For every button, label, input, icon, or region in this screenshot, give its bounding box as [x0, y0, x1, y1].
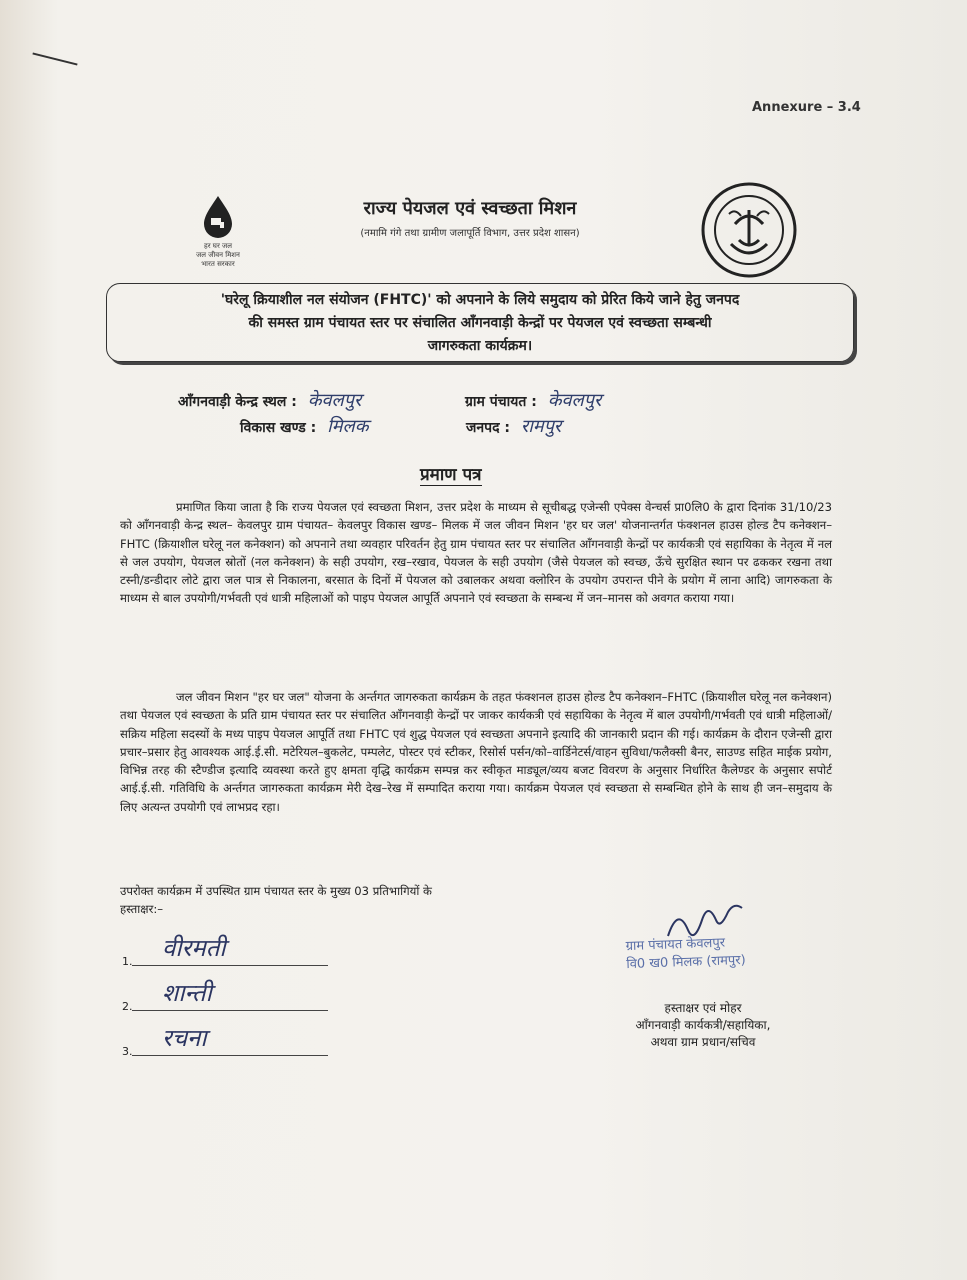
- signature-name: रचना: [162, 1024, 207, 1052]
- block-value: मिलक: [327, 416, 369, 437]
- anganwadi-field: [178, 388, 361, 412]
- logo-caption-2: जल जीवन मिशन: [196, 251, 240, 259]
- participants-label-line-2: हस्ताक्षर:–: [120, 902, 164, 917]
- sign-caption-line-1: हस्ताक्षर एवं मोहर: [664, 1001, 742, 1015]
- annexure-label: Annexure – 3.4: [752, 100, 861, 115]
- certificate-paragraph-2: जल जीवन मिशन "हर घर जल" योजना के अर्न्तगत जागरुकता कार्यक्रम के तहत फंक्शनल हाउस होल्ड टैप कनेक्शन–FHTC (क्रियाशील घरेलू नल कनेक्शन) तथा पेयजल एवं स्वच्छता के प्रति ग्राम पंचायत स्तर पर संचालित आँगनवाड़ी केन्द्रों पर जाकर कार्यकत्री एवं सहायिका के नेतृत्व में बाल उपयोगी/गर्भवती एवं धात्री महिलाओं/सक्रिय महिला सदस्यों के मध्य पाइप पेयजल आपूर्ति तथा FHTC एवं शुद्ध पेयजल एवं स्वच्छता अपनाने इत्यादि की जानकारी प्रदान की गई। कार्यक्रम के दौरान एजेन्सी द्वारा प्रचार–प्रसार हेतु आवश्यक आई.ई.सी. मटेरियल–बुकलेट, पम्पलेट, पोस्टर एवं स्टीकर, रिसोर्स पर्सन/को–वार्डिनेटर्स/वाहन सुविधा/फलैक्सी बैनर, साउण्ड सहित माईक प्रयोग, विभिन्न तरह की स्टैण्डीज इत्यादि व्यवस्था करते हुए क्षमता वृद्धि कार्यक्रम सम्पन्न कर स्वीकृत माड्यूल/व्यय बजट विवरण के अनुसार निर्धारित कैलेण्डर के अनुसार सपोर्ट आई.ई.सी. गतिविधि के अर्न्तगत जागरुकता कार्यक्रम मेरी देख–रेख में सम्पादित कराया गया। कार्यक्रम पेयजल एवं स्वच्छता से सम्बन्धित होने के साथ ही जन–समुदाय के लिए अत्यन्त उपयोगी एवं लाभप्रद रहा।: [120, 690, 833, 814]
- signature-number: 2.: [122, 1000, 133, 1013]
- stamp-line-1: ग्राम पंचायत केवलपुर: [625, 935, 726, 955]
- mission-title: राज्य पेयजल एवं स्वच्छता मिशन: [363, 198, 577, 219]
- water-drop-icon: [200, 194, 236, 238]
- sign-caption-line-2: आँगनवाड़ी कार्यकत्री/सहायिका,: [635, 1018, 771, 1032]
- certificate-title: प्रमाण पत्र: [420, 462, 482, 486]
- jal-jeevan-mission-logo: [188, 194, 248, 270]
- program-title-line-2: की समस्त ग्राम पंचायत स्तर पर संचालित आँगनवाड़ी केन्द्रों पर पेयजल एवं स्वच्छता सम्बन्धी: [248, 315, 712, 331]
- program-title-line-3: जागरुकता कार्यक्रम।: [427, 338, 533, 354]
- stamp-line-2: वि0 ख0 मिलक (रामपुर): [626, 952, 746, 973]
- participants-label-line-1: उपरोक्त कार्यक्रम में उपस्थित ग्राम पंचायत स्तर के मुख्य 03 प्रतिभागियों के: [120, 884, 432, 898]
- signature-name: शान्ती: [162, 979, 212, 1007]
- anganwadi-label: आँगनवाड़ी केन्द्र स्थल :: [178, 394, 297, 410]
- program-title-line-1: 'घरेलू क्रियाशील नल संयोजन (FHTC)' को अपनाने के लिये समुदाय को प्रेरित किये जाने हेतु जनपद: [220, 292, 740, 308]
- gram-panchayat-value: केवलपुर: [547, 390, 602, 411]
- gram-panchayat-label: ग्राम पंचायत :: [465, 394, 537, 410]
- signature-number: 1.: [122, 955, 133, 968]
- district-value: रामपुर: [520, 416, 562, 437]
- signature-name: वीरमती: [162, 934, 226, 962]
- district-field: [466, 414, 561, 438]
- district-label: जनपद :: [466, 420, 511, 436]
- signature-number: 3.: [122, 1045, 133, 1058]
- block-label: विकास खण्ड :: [240, 420, 317, 436]
- signature-line: [132, 1055, 328, 1056]
- up-government-emblem: [699, 180, 799, 280]
- sign-caption: [598, 1000, 808, 1051]
- sign-caption-line-3: अथवा ग्राम प्रधान/सचिव: [650, 1035, 756, 1049]
- certificate-paragraph-1: प्रमाणित किया जाता है कि राज्य पेयजल एवं स्वच्छता मिशन, उत्तर प्रदेश के माध्यम से सूचीबद्ध एजेन्सी एपेक्स वेन्चर्स प्रा0लि0 के द्वारा दिनांक 31/10/23 को आँगनवाड़ी केन्द्र स्थल– केवलपुर ग्राम पंचायत– केवलपुर विकास खण्ड– मिलक में जल जीवन मिशन 'हर घर जल' योजनान्तर्गत फंक्शनल हाउस होल्ड टैप कनेक्शन–FHTC (क्रियाशील घरेलू नल कनेक्शन) को अपनाने तथा व्यवहार परिवर्तन हेतु ग्राम पंचायत स्तर पर संचालित आँगनवाड़ी केन्द्रों पर कार्यकत्री एवं सहायिका के नेतृत्व में नल से जल उपयोग, पेयजल स्रोतों (नल कनेक्शन) के सही उपयोग, रख–रखाव, पेयजल के सही उपयोग (जैसे पेयजल को स्वच्छ, ऊँचे सुरक्षित स्थान पर ढककर रखना तथा टस्नी/डन्डीदार लोटे द्वारा जल पात्र से निकालना, बरसात के दिनों में पेयजल को उबालकर अथवा क्लोरिन के उपयोग उपरान्त पीने के प्रयोग में लाना आदि) जागरुकता के माध्यम से बाल उपयोगी/गर्भवती एवं धात्री महिलाओं को पाइप पेयजल आपूर्ति अपनाने एवं स्वच्छता के सम्बन्ध में जन–मानस को अवगत कराया गया।: [120, 500, 832, 606]
- official-stamp: [625, 934, 746, 974]
- participants-label: [120, 882, 540, 919]
- emblem-icon: [699, 180, 799, 280]
- signature-line: [132, 965, 328, 966]
- signature-line: [132, 1010, 328, 1011]
- logo-caption-1: हर घर जल: [204, 242, 232, 250]
- mission-subtitle: (नमामि गंगे तथा ग्रामीण जलापूर्ति विभाग, उत्तर प्रदेश शासन): [360, 228, 580, 239]
- logo-caption-3: भारत सरकार: [201, 260, 235, 268]
- program-title-box: [106, 283, 854, 362]
- gram-panchayat-field: [465, 388, 601, 412]
- pen-mark: [32, 52, 77, 65]
- anganwadi-value: केवलपुर: [307, 390, 362, 411]
- block-field: [240, 414, 369, 438]
